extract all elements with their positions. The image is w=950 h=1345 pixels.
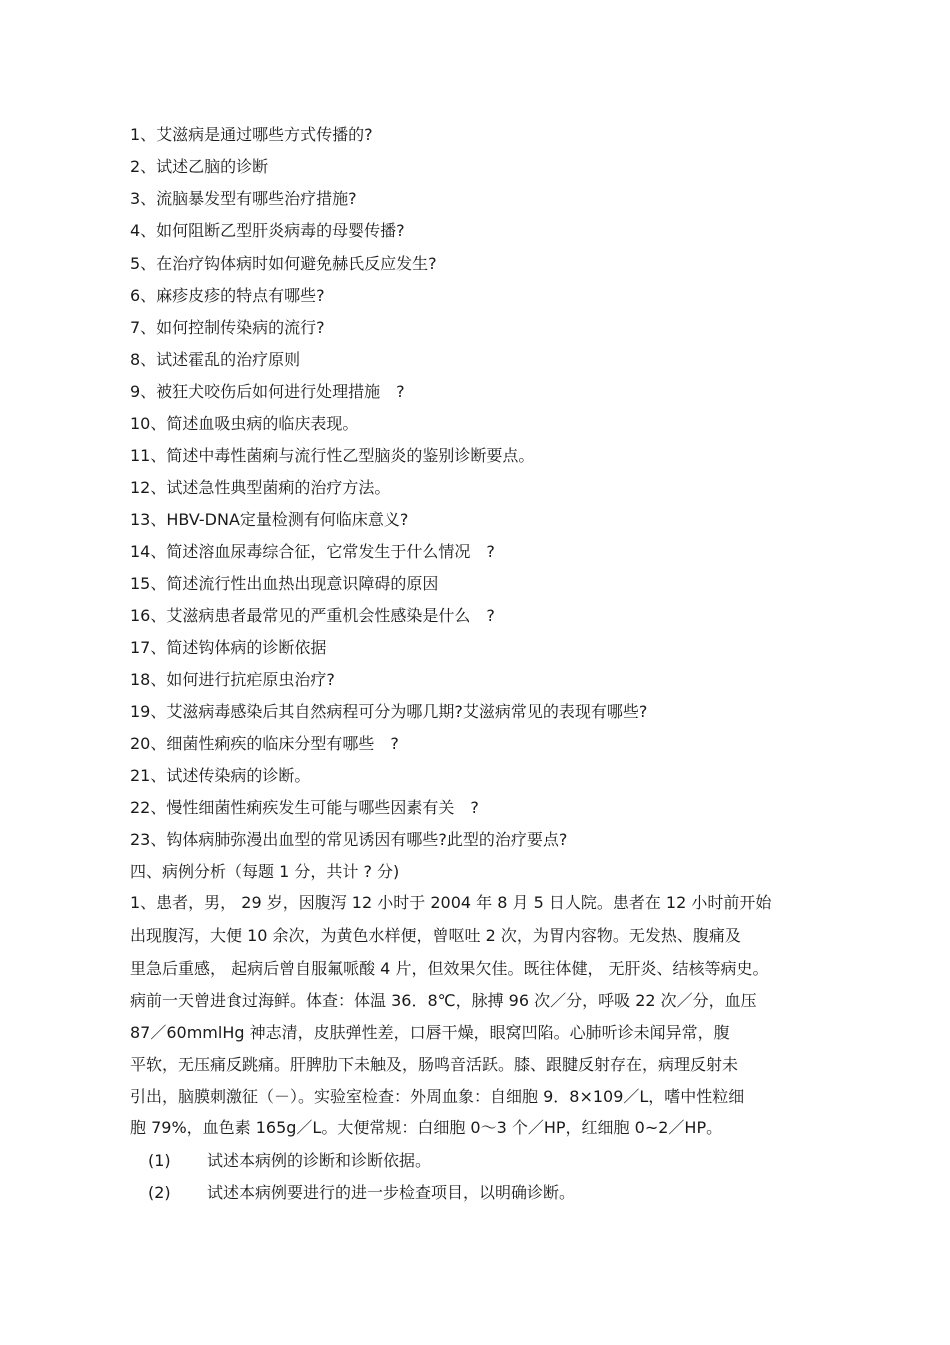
case-line: 引出，脑膜刺激征（－）。实验室检查：外周血象：自细胞 9．8×109／L，嗜中性粒细 <box>130 1087 745 1106</box>
question-4: 4、如何阻断乙型肝炎病毒的母婴传播? <box>130 221 405 240</box>
sub-question-number: (1) <box>148 1151 171 1170</box>
question-2: 2、试述乙脑的诊断 <box>130 157 269 176</box>
case-line: 里急后重感， 起病后曾自服氟哌酸 4 片，但效果欠佳。既往体健， 无肝炎、结核等病史。 <box>130 959 769 978</box>
question-6: 6、麻疹皮疹的特点有哪些? <box>130 286 325 305</box>
sub-question-2 <box>0 1182 950 1204</box>
question-11: 11、简述中毒性菌痢与流行性乙型脑炎的鉴别诊断要点。 <box>130 446 535 465</box>
sub-question-1 <box>0 1150 950 1172</box>
question-12: 12、试述急性典型菌痢的治疗方法。 <box>130 478 391 497</box>
question-17: 17、简述钩体病的诊断依据 <box>130 638 327 657</box>
sub-question-text: 试述本病例要进行的进一步检查项目，以明确诊断。 <box>207 1183 576 1202</box>
question-18: 18、如何进行抗疟原虫治疗? <box>130 670 335 689</box>
question-16: 16、艾滋病患者最常见的严重机会性感染是什么 ? <box>130 606 495 625</box>
question-5: 5、在治疗钩体病时如何避免赫氏反应发生? <box>130 254 437 273</box>
question-14: 14、简述溶血尿毒综合征，它常发生于什么情况 ? <box>130 542 495 561</box>
question-3: 3、流脑暴发型有哪些治疗措施? <box>130 189 357 208</box>
case-line: 病前一天曾进食过海鲜。体查：体温 36．8℃，脉搏 96 次／分，呼吸 22 次／分，血压 <box>130 991 757 1010</box>
sub-question-number: (2) <box>148 1183 171 1202</box>
question-9: 9、被狂犬咬伤后如何进行处理措施 ? <box>130 382 405 401</box>
question-21: 21、试述传染病的诊断。 <box>130 766 311 785</box>
question-23: 23、钩体病肺弥漫出血型的常见诱因有哪些?此型的治疗要点? <box>130 830 568 849</box>
question-15: 15、简述流行性出血热出现意识障碍的原因 <box>130 574 439 593</box>
case-line: 胞 79%，血色素 165g／L。大便常规：白细胞 0～3 个／HP，红细胞 0~2／HP。 <box>130 1118 723 1137</box>
case-line: 平软，无压痛反跳痛。肝脾肋下未触及，肠鸣音活跃。膝、跟腱反射存在，病理反射未 <box>130 1055 739 1074</box>
question-8: 8、试述霍乱的治疗原则 <box>130 350 301 369</box>
section-heading: 四、病例分析（每题 1 分，共计 ? 分) <box>130 862 400 881</box>
case-line: 87／60mmlHg 神志清，皮肤弹性差，口唇干燥，眼窝凹陷。心肺听诊未闻异常，腹 <box>130 1023 730 1042</box>
sub-question-text: 试述本病例的诊断和诊断依据。 <box>207 1151 432 1170</box>
question-10: 10、简述血吸虫病的临庆表现。 <box>130 414 359 433</box>
question-20: 20、细菌性痢疾的临床分型有哪些 ? <box>130 734 399 753</box>
case-line: 1、患者，男， 29 岁，因腹泻 12 小时于 2004 年 8 月 5 日人院。患者在 12 小时前开始 <box>130 893 772 912</box>
question-1: 1、艾滋病是通过哪些方式传播的? <box>130 125 373 144</box>
question-19: 19、艾滋病毒感染后其自然病程可分为哪几期?艾滋病常见的表现有哪些? <box>130 702 648 721</box>
case-line: 出现腹泻，大便 10 余次，为黄色水样便，曾呕吐 2 次，为胃内容物。无发热、腹痛及 <box>130 926 741 945</box>
question-13: 13、HBV-DNA定量检测有何临床意义? <box>130 510 409 529</box>
question-22: 22、慢性细菌性痢疾发生可能与哪些因素有关 ? <box>130 798 479 817</box>
question-7: 7、如何控制传染病的流行? <box>130 318 325 337</box>
